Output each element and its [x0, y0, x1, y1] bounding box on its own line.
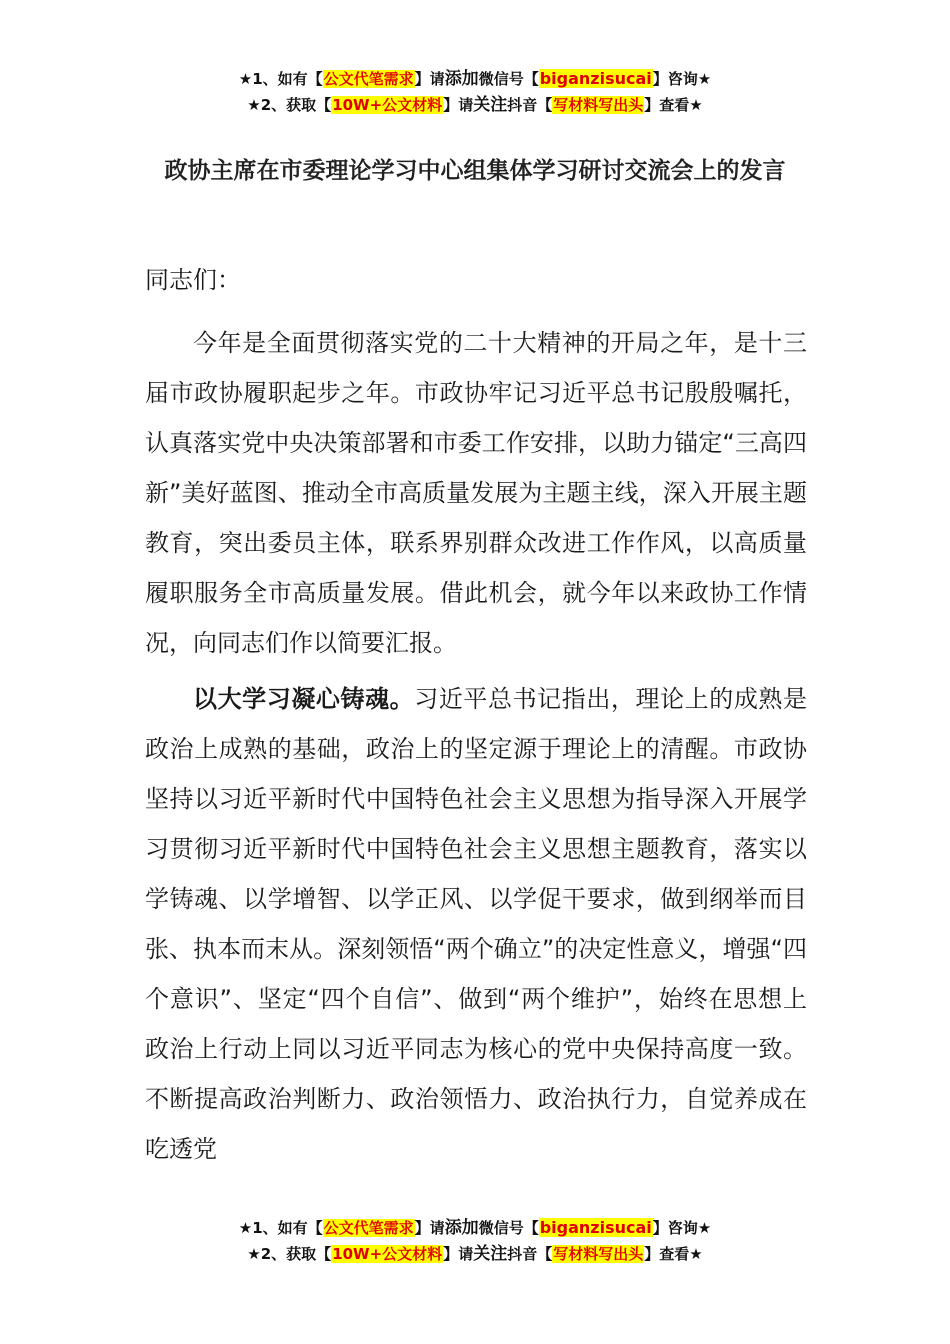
banner-line-1: [0, 1215, 950, 1241]
highlight-wechat-id: biganzisucai: [539, 69, 652, 88]
banner-text: 】咨询★: [652, 1219, 712, 1237]
banner-text: 】请: [443, 96, 474, 114]
highlight-service: 公文代笔需求: [323, 70, 414, 88]
banner-text: 】请: [414, 70, 445, 88]
banner-text: 2、获取【: [260, 96, 332, 114]
paragraph-2: [145, 674, 807, 1174]
banner-emphasis: 添加: [444, 69, 479, 89]
paragraph-2-lead: 以大学习凝心铸魂。: [193, 685, 415, 713]
salutation: 同志们：: [145, 266, 241, 294]
highlight-douyin-id: 写材料写出头: [553, 1245, 644, 1263]
banner-text: 】请: [443, 1245, 474, 1263]
highlight-douyin-id: 写材料写出头: [553, 96, 644, 114]
highlight-service: 公文代笔需求: [323, 1219, 414, 1237]
highlight-materials: 10W+公文材料: [332, 96, 443, 114]
banner-line-2: [0, 1241, 950, 1267]
highlight-wechat-id: biganzisucai: [539, 1218, 652, 1237]
banner-text: 抖音【: [507, 96, 553, 114]
banner-emphasis: 关注: [473, 1244, 508, 1264]
banner-text: 微信号【: [478, 1219, 539, 1237]
banner-text: 抖音【: [507, 1245, 553, 1263]
header-banner: [0, 66, 950, 118]
banner-text: 微信号【: [478, 70, 539, 88]
highlight-materials: 10W+公文材料: [332, 1245, 443, 1263]
banner-emphasis: 添加: [444, 1218, 479, 1238]
banner-line-2: [0, 92, 950, 118]
banner-emphasis: 关注: [473, 95, 508, 115]
paragraph-1: 今年是全面贯彻落实党的二十大精神的开局之年，是十三届市政协履职起步之年。市政协牢记习近平总书记殷殷嘱托，认真落实党中央决策部署和市委工作安排，以助力锚定“三高四新”美好蓝图、推动全市高质量发展为主题主线，深入开展主题教育，突出委员主体，联系界别群众改进工作作风，以高质量履职服务全市高质量发展。借此机会，就今年以来政协工作情况，向同志们作以简要汇报。: [145, 329, 807, 657]
banner-text: 】查看★: [644, 96, 703, 114]
star-icon: ★: [238, 70, 253, 88]
star-icon: ★: [247, 96, 261, 114]
document-title: 政协主席在市委理论学习中心组集体学习研讨交流会上的发言: [164, 158, 786, 184]
banner-text: 】查看★: [644, 1245, 703, 1263]
banner-text: 】咨询★: [652, 70, 712, 88]
footer-banner: [0, 1215, 950, 1267]
banner-text: 】请: [414, 1219, 445, 1237]
star-icon: ★: [238, 1219, 253, 1237]
paragraph-2-text: 习近平总书记指出，理论上的成熟是政治上成熟的基础，政治上的坚定源于理论上的清醒。市政协坚持以习近平新时代中国特色社会主义思想为指导深入开展学习贯彻习近平新时代中国特色社会主义思想主题教育，落实以学铸魂、以学增智、以学正风、以学促干要求，做到纲举而目张、执本而末从。深刻领悟“两个确立”的决定性意义，增强“四个意识”、坚定“四个自信”、做到“两个维护”，始终在思想上政治上行动上同以习近平同志为核心的党中央保持高度一致。不断提高政治判断力、政治领悟力、政治执行力，自觉养成在吃透党: [145, 685, 807, 1163]
banner-text: 1、如有【: [252, 70, 323, 88]
banner-text: 2、获取【: [260, 1245, 332, 1263]
banner-line-1: [0, 66, 950, 92]
star-icon: ★: [247, 1245, 261, 1263]
banner-text: 1、如有【: [252, 1219, 323, 1237]
